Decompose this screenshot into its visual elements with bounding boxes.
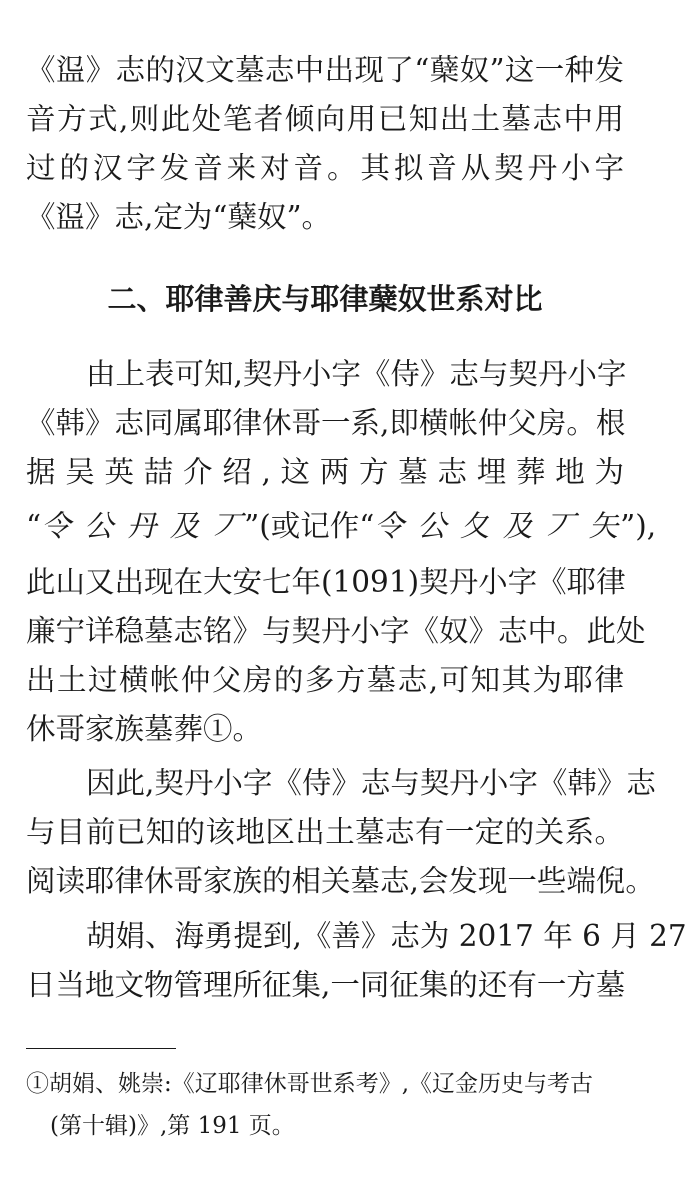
text-line: 与目前已知的该地区出土墓志有一定的关系。 [26,815,624,849]
khitan-glyphs: 令 公 夂 及 丆 矢 [374,509,621,543]
footnote-line: ①胡娟、姚崇:《辽耶律休哥世系考》,《辽金历史与考古 [26,1071,594,1097]
section-heading: 二、耶律善庆与耶律蘖奴世系对比 [107,282,543,316]
text-line: 因此,契丹小字《侍》志与契丹小字《韩》志 [86,766,656,800]
text-fragment: ”(或记作“ [244,509,375,543]
text-line: 由上表可知,契丹小字《侍》志与契丹小字 [86,357,627,391]
text-line: 出土过横帐仲父房的多方墓志,可知其为耶律 [26,663,624,697]
khitan-script-line [26,501,657,551]
text-line: 《韩》志同属耶律休哥一系,即横帐仲父房。根 [26,406,626,440]
quote-open: “ [26,509,42,543]
footnote-line: (第十辑)》,第 191 页。 [50,1113,295,1139]
text-line: 过的汉字发音来对音。其拟音从契丹小字 [26,151,624,185]
text-line: 音方式,则此处笔者倾向用已知出土墓志中用 [26,102,624,136]
text-line: 阅读耶律休哥家族的相关墓志,会发现一些端倪。 [26,864,655,898]
text-line: 胡娟、海勇提到,《善》志为 2017 年 6 月 27 [86,919,687,953]
text-line: 据吴英喆介绍,这两方墓志埋葬地为 [26,455,624,489]
text-line: 《䀀》志,定为“蘖奴”。 [26,200,332,234]
text-line: 《䀀》志的汉文墓志中出现了“蘖奴”这一种发 [26,53,624,87]
khitan-glyphs: 令 公 丹 及 丆 [41,509,245,543]
text-line: 日当地文物管理所征集,一同征集的还有一方墓 [26,968,626,1002]
text-line: 休哥家族墓葬①。 [26,712,263,746]
text-line: 廉宁详稳墓志铭》与契丹小字《奴》志中。此处 [26,614,646,648]
text-fragment: ”), [620,509,657,543]
text-line: 此山又出现在大安七年(1091)契丹小字《耶律 [26,565,626,599]
footnote-rule [26,1048,176,1049]
